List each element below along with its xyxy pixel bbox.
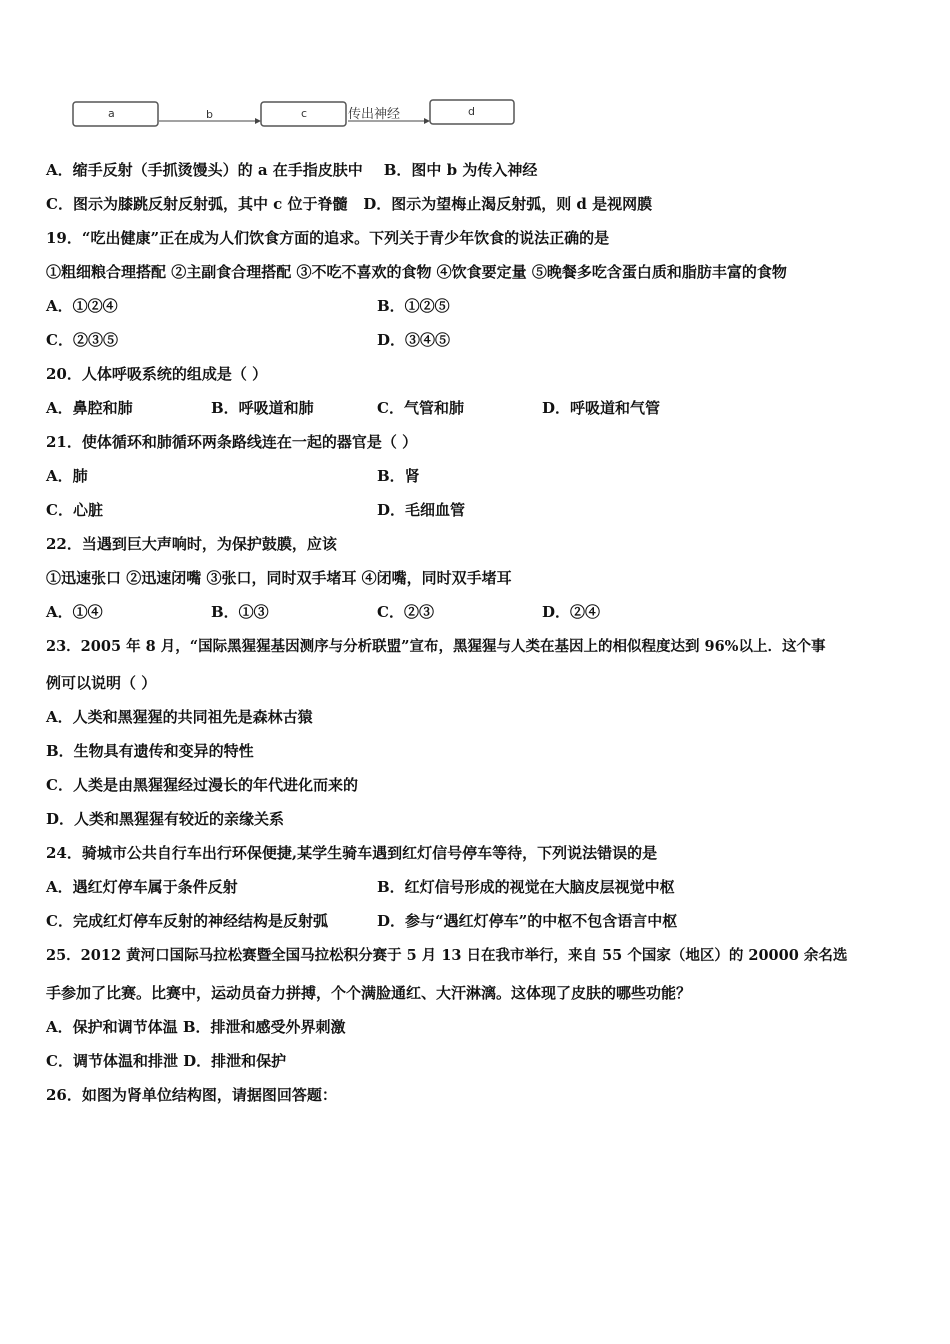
q19-option-c: C．②③⑤ bbox=[46, 331, 118, 349]
q25-stem-line-1: 25．2012 黄河口国际马拉松赛暨全国马拉松积分赛于 5 月 13 日在我市举行，来自 55 个国家（地区）的 20000 余名选 bbox=[46, 947, 848, 964]
q23-option-c: C．人类是由黑猩猩经过漫长的年代进化而来的 bbox=[46, 776, 358, 794]
q26-stem: 26．如图为肾单位结构图，请据图回答题： bbox=[46, 1086, 337, 1104]
q24-option-a: A．遇红灯停车属于条件反射 bbox=[46, 878, 238, 896]
q23-option-a: A．人类和黑猩猩的共同祖先是森林古猿 bbox=[46, 708, 313, 726]
q20-option-a: A．鼻腔和肺 bbox=[46, 399, 133, 417]
box-a bbox=[73, 102, 158, 126]
q18-option-c: C．图示为膝跳反射反射弧，其中 c 位于脊髓 bbox=[46, 195, 348, 213]
q18-option-b: B．图中 b 为传入神经 bbox=[383, 161, 538, 179]
q22-stem: 22．当遇到巨大声响时，为保护鼓膜，应该 bbox=[46, 535, 337, 553]
q22-option-d: D．②④ bbox=[542, 603, 601, 621]
box-c-label: c bbox=[301, 107, 308, 120]
q24-option-b: B．红灯信号形成的视觉在大脑皮层视觉中枢 bbox=[377, 878, 675, 896]
q20-option-b: B．呼吸道和肺 bbox=[211, 399, 314, 417]
box-d-label: d bbox=[468, 105, 475, 118]
q23-option-d: D．人类和黑猩猩有较近的亲缘关系 bbox=[46, 810, 285, 828]
arrow-b-head bbox=[255, 118, 261, 124]
q18-options-row-1 bbox=[46, 160, 537, 180]
q25-stem-line-2: 手参加了比赛。比赛中，运动员奋力拼搏，个个满脸通红、大汗淋漓。这体现了皮肤的哪些功能？ bbox=[46, 984, 692, 1002]
q18-option-a: A．缩手反射（手抓烫馒头）的 a 在手指皮肤中 bbox=[46, 161, 363, 179]
q24-stem: 24．骑城市公共自行车出行环保便捷,某学生骑车遇到红灯信号停车等待，下列说法错误的是 bbox=[46, 844, 658, 862]
q19-items: ①粗细粮合理搭配 ②主副食合理搭配 ③不吃不喜欢的食物 ④饮食要定量 ⑤晚餐多吃含蛋白质和脂肪丰富的食物 bbox=[46, 263, 787, 281]
q21-option-b: B．肾 bbox=[377, 467, 420, 485]
q19-option-b: B．①②⑤ bbox=[377, 297, 450, 315]
arrow-b-label: b bbox=[206, 108, 213, 121]
q21-option-a: A．肺 bbox=[46, 467, 88, 485]
q19-option-d: D．③④⑤ bbox=[377, 331, 451, 349]
q22-option-b: B．①③ bbox=[211, 603, 269, 621]
q22-items: ①迅速张口 ②迅速闭嘴 ③张口，同时双手堵耳 ④闭嘴，同时双手堵耳 bbox=[46, 569, 512, 587]
q23-stem-line-2: 例可以说明（ ） bbox=[46, 674, 157, 692]
q22-option-c: C．②③ bbox=[377, 603, 434, 621]
q19-stem: 19．“吃出健康”正在成为人们饮食方面的追求。下列关于青少年饮食的说法正确的是 bbox=[46, 229, 610, 247]
reflex-arc-diagram bbox=[70, 98, 520, 132]
q25-options-ab: A．保护和调节体温 B．排泄和感受外界刺激 bbox=[46, 1018, 346, 1036]
q21-option-d: D．毛细血管 bbox=[377, 501, 466, 519]
arrow-efferent-head bbox=[424, 118, 430, 124]
q20-stem: 20．人体呼吸系统的组成是（ ） bbox=[46, 365, 268, 383]
q24-option-d: D．参与“遇红灯停车”的中枢不包含语言中枢 bbox=[377, 912, 678, 930]
arrow-efferent-label: 传出神经 bbox=[348, 107, 401, 122]
q18-option-d: D．图示为望梅止渴反射弧，则 d 是视网膜 bbox=[363, 195, 653, 213]
q25-options-cd: C．调节体温和排泄 D．排泄和保护 bbox=[46, 1052, 287, 1070]
q23-option-b: B．生物具有遗传和变异的特性 bbox=[46, 742, 254, 760]
q23-stem-line-1: 23．2005 年 8 月，“国际黑猩猩基因测序与分析联盟”宣布，黑猩猩与人类在基因上的相似程度达到 96%以上．这个事 bbox=[46, 638, 826, 655]
q24-option-c: C．完成红灯停车反射的神经结构是反射弧 bbox=[46, 912, 328, 930]
q22-option-a: A．①④ bbox=[46, 603, 103, 621]
q19-option-a: A．①②④ bbox=[46, 297, 118, 315]
q18-options-row-2 bbox=[46, 194, 652, 214]
q20-option-d: D．呼吸道和气管 bbox=[542, 399, 661, 417]
q21-option-c: C．心脏 bbox=[46, 501, 103, 519]
q21-stem: 21．使体循环和肺循环两条路线连在一起的器官是（ ） bbox=[46, 433, 418, 451]
q20-option-c: C．气管和肺 bbox=[377, 399, 464, 417]
box-a-label: a bbox=[108, 107, 115, 120]
